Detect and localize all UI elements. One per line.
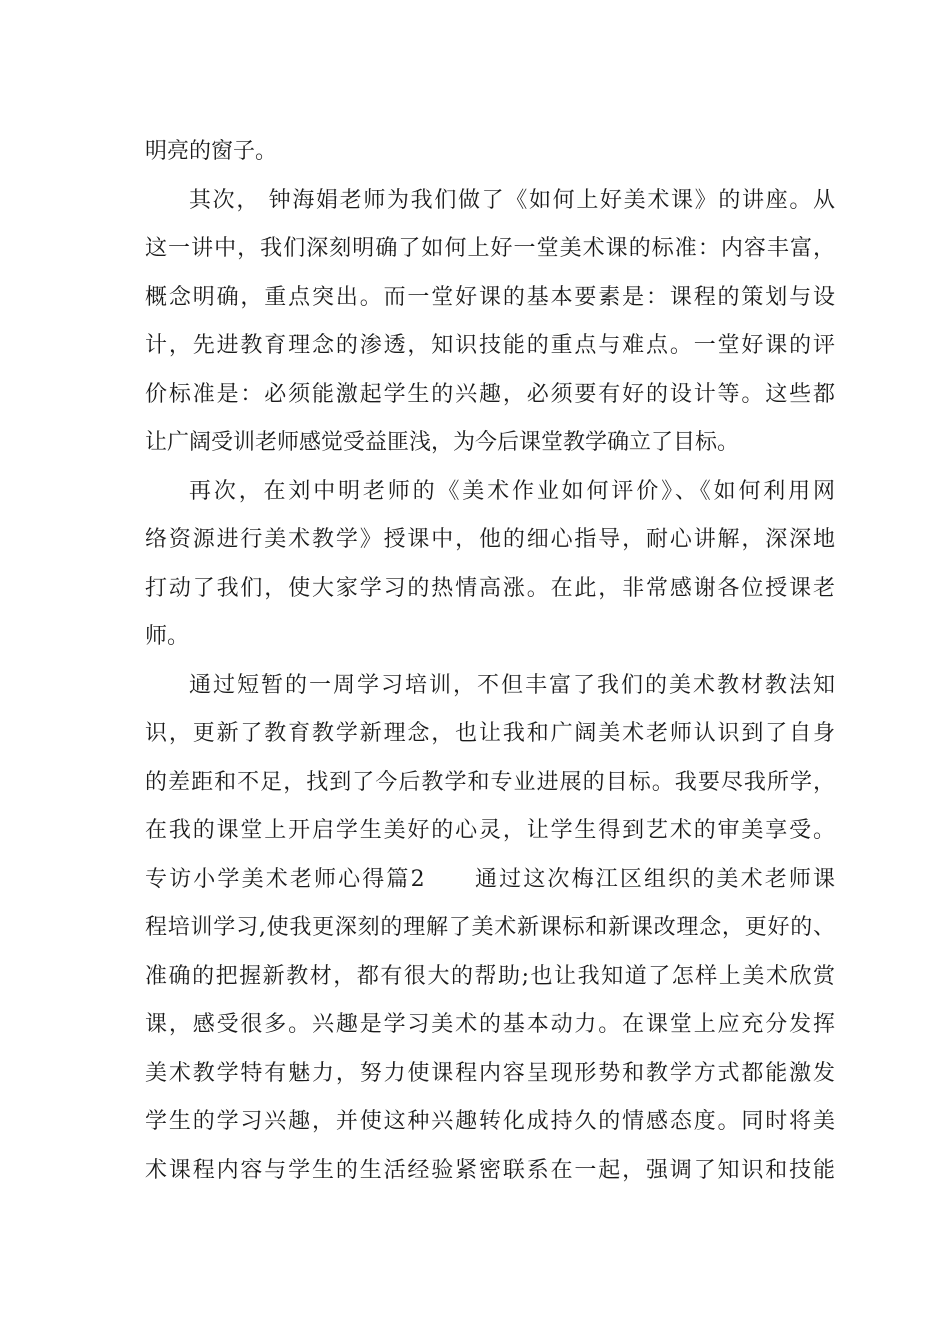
text-line: 学生的学习兴趣，并使这种兴趣转化成持久的情感态度。同时将美 (145, 1109, 835, 1134)
text-line: 打动了我们，使大家学习的热情高涨。在此，非常感谢各位授课老 (145, 575, 835, 601)
text-line: 概念明确，重点突出。而一堂好课的基本要素是：课程的策划与设 (145, 284, 835, 310)
text-line: 准确的把握新教材，都有很大的帮助;也让我知道了怎样上美术欣赏 (145, 963, 835, 989)
text-line: 再次，在刘中明老师的《美术作业如何评价》、《如何利用网 (189, 478, 835, 504)
text-line: 络资源进行美术教学》授课中，他的细心指导，耐心讲解，深深地 (145, 527, 835, 552)
text-line: 通过短暂的一周学习培训，不但丰富了我们的美术教材教法知 (189, 672, 835, 698)
text-line: 这一讲中，我们深刻明确了如何上好一堂美术课的标准：内容丰富， (145, 236, 835, 261)
text-line: 课，感受很多。兴趣是学习美术的基本动力。在课堂上应充分发挥 (145, 1012, 835, 1037)
text-line: 美术教学特有魅力，努力使课程内容呈现形势和教学方式都能激发 (145, 1060, 835, 1086)
text-line: 在我的课堂上开启学生美好的心灵，让学生得到艺术的审美享受。 (145, 818, 835, 843)
text-line: 程培训学习,使我更深刻的理解了美术新课标和新课改理念，更好的、 (145, 915, 835, 940)
text-line: 明亮的窗子。 (145, 139, 278, 164)
body-text (145, 128, 835, 1195)
text-line: 识，更新了教育教学新理念，也让我和广阔美术老师认识到了自身 (145, 721, 835, 746)
text-line: 计，先进教育理念的渗透，知识技能的重点与难点。一堂好课的评 (145, 333, 835, 358)
text-line: 专访小学美术老师心得篇2 通过这次梅江区组织的美术老师课 (145, 866, 835, 892)
text-line: 的差距和不足，找到了今后教学和专业进展的目标。我要尽我所学， (145, 769, 835, 795)
text-line: 价标准是：必须能激起学生的兴趣，必须要有好的设计等。这些都 (145, 381, 835, 407)
text-line: 其次， 钟海娟老师为我们做了《如何上好美术课》的讲座。从 (189, 187, 835, 213)
text-line: 让广阔受训老师感觉受益匪浅，为今后课堂教学确立了目标。 (145, 430, 740, 455)
text-line: 师。 (145, 624, 190, 649)
text-line: 术课程内容与学生的生活经验紧密联系在一起，强调了知识和技能 (145, 1157, 835, 1183)
